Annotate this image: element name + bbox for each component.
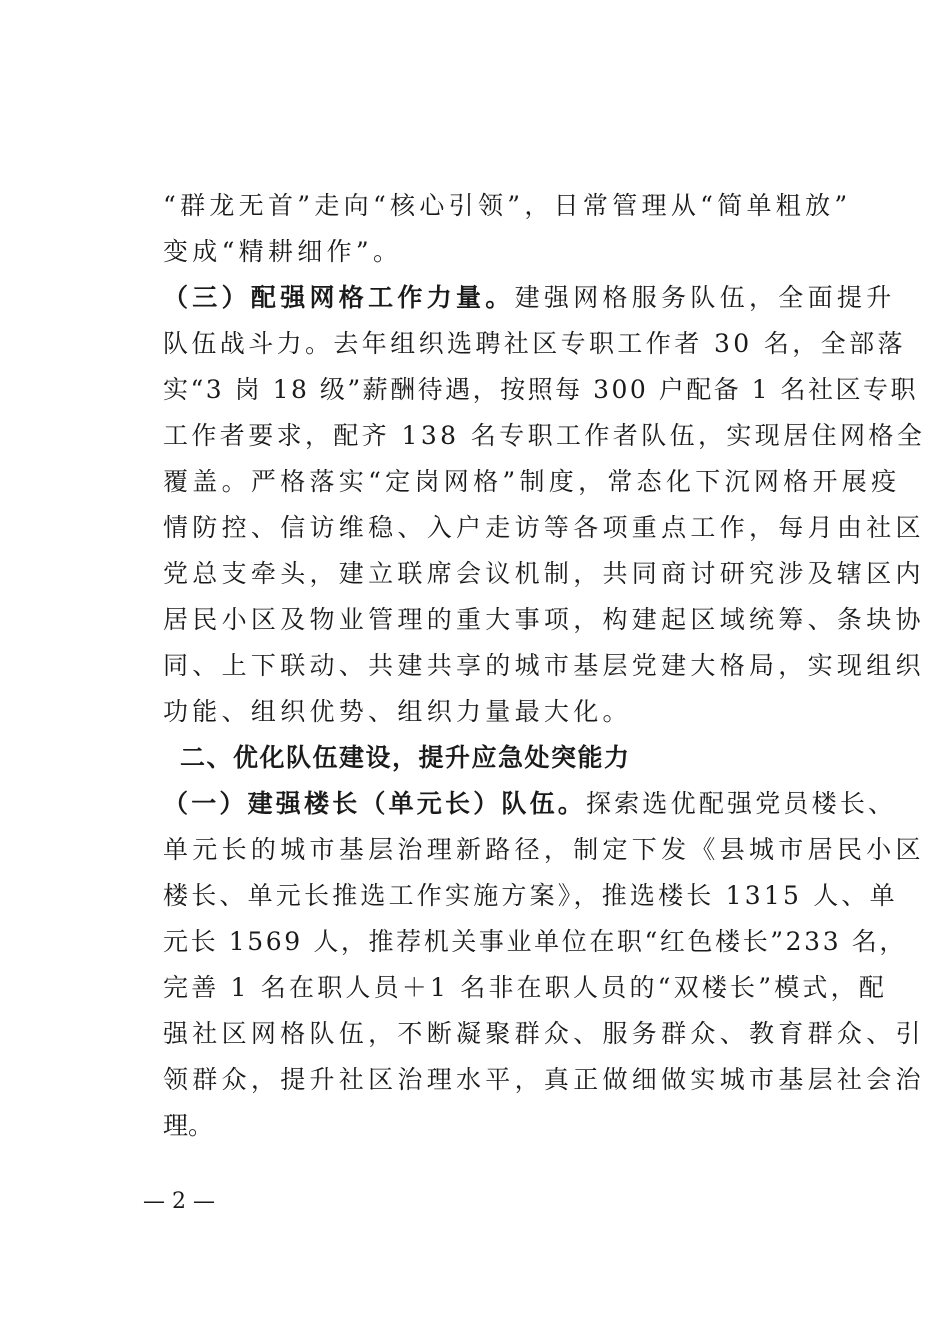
paragraph-line: 理。 [163, 1111, 214, 1140]
paragraph-line: 变成“精耕细作”。 [163, 237, 403, 266]
subsection-line [163, 781, 896, 827]
paragraph-line: 功能、组织优势、组织力量最大化。 [163, 697, 632, 726]
section-heading-2: 二、优化队伍建设，提升应急处突能力 [180, 743, 631, 772]
paragraph-line: 领群众，提升社区治理水平，真正做细做实城市基层社会治 [163, 1065, 925, 1094]
paragraph-line: 楼长、单元长推选工作实施方案》，推选楼长 1315 人、单 [163, 881, 898, 910]
paragraph-line: 覆盖。严格落实“定岗网格”制度，常态化下沉网格开展疫 [163, 467, 901, 496]
page-number: — 2 — [143, 1189, 215, 1214]
paragraph-line: 完善 1 名在职人员＋1 名非在职人员的“双楼长”模式，配 [163, 973, 888, 1002]
paragraph-line: 强社区网格队伍，不断凝聚群众、服务群众、教育群众、引 [163, 1019, 925, 1048]
paragraph-line: 党总支牵头，建立联席会议机制，共同商讨研究涉及辖区内 [163, 559, 925, 588]
paragraph-line: 队伍战斗力。去年组织选聘社区专职工作者 30 名，全部落 [163, 329, 906, 358]
paragraph-line: 居民小区及物业管理的重大事项，构建起区域统筹、条块协 [163, 605, 925, 634]
subsection-line [163, 275, 896, 321]
paragraph-line: 元长 1569 人，推荐机关事业单位在职“红色楼长”233 名， [163, 927, 907, 956]
subsection-heading-1: （一）建强楼长（单元长）队伍。 [163, 789, 587, 818]
paragraph-line: 实“3 岗 18 级”薪酬待遇，按照每 300 户配备 1 名社区专职 [163, 375, 919, 404]
paragraph-line: 同、上下联动、共建共享的城市基层党建大格局，实现组织 [163, 651, 925, 680]
subsection-heading-3: （三）配强网格工作力量。 [163, 283, 515, 312]
paragraph-line: 情防控、信访维稳、入户走访等各项重点工作，每月由社区 [163, 513, 925, 542]
subsection-text: 探索选优配强党员楼长、 [586, 789, 897, 818]
paragraph-line: 工作者要求，配齐 138 名专职工作者队伍，实现居住网格全 [163, 421, 926, 450]
subsection-text: 建强网格服务队伍，全面提升 [514, 283, 896, 312]
paragraph-line: 单元长的城市基层治理新路径，制定下发《县城市居民小区 [163, 835, 925, 864]
paragraph-line: “群龙无首”走向“核心引领”，日常管理从“简单粗放” [163, 191, 852, 220]
